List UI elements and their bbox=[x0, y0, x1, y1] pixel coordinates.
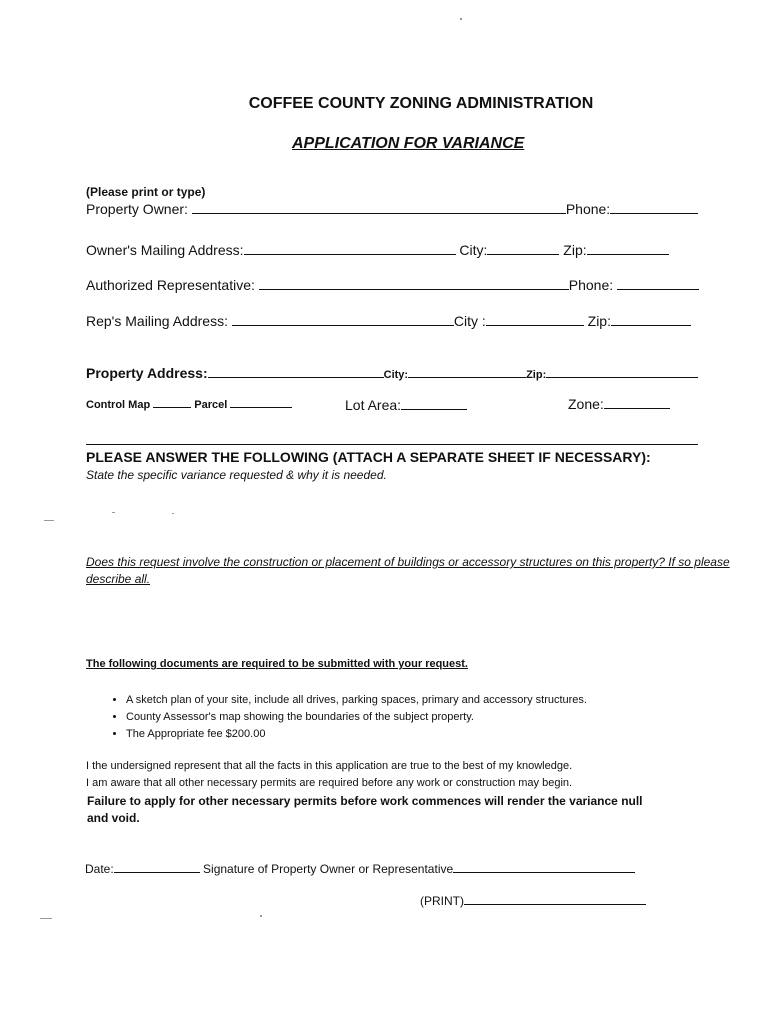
documents-heading: The following documents are required to be submitted with your request. bbox=[86, 658, 468, 670]
list-item: • County Assessor's map showing the boundaries of the subject property. bbox=[126, 709, 587, 726]
warning-line1: Failure to apply for other necessary permits before work commences will render the variance null bbox=[87, 794, 643, 808]
rep-mailing-row bbox=[86, 313, 691, 329]
owner-mailing-field[interactable] bbox=[244, 254, 456, 255]
rep-mailing-label: Rep's Mailing Address: bbox=[86, 313, 228, 329]
question-structures-line2: describe all. bbox=[86, 572, 151, 586]
scan-speck bbox=[40, 918, 52, 919]
owner-city-field[interactable] bbox=[487, 254, 559, 255]
control-map-field[interactable] bbox=[153, 407, 191, 408]
scan-speck bbox=[44, 520, 54, 521]
owner-mailing-row bbox=[86, 242, 669, 258]
scan-speck bbox=[460, 18, 462, 20]
rep-mailing-field[interactable] bbox=[232, 325, 454, 326]
owner-zip-field[interactable] bbox=[587, 254, 669, 255]
zone-group bbox=[568, 396, 670, 412]
property-zip-label: Zip: bbox=[526, 369, 547, 381]
property-owner-row bbox=[86, 201, 698, 217]
lot-area-group bbox=[345, 397, 467, 413]
property-owner-field[interactable] bbox=[192, 213, 566, 214]
rep-city-label: City : bbox=[453, 313, 486, 329]
answer-variance-area[interactable] bbox=[86, 510, 206, 550]
property-city-label: City: bbox=[383, 369, 409, 381]
control-map-label: Control Map bbox=[86, 399, 151, 411]
control-map-group bbox=[86, 399, 292, 411]
print-label: (PRINT) bbox=[420, 894, 464, 908]
scan-speck bbox=[260, 915, 262, 917]
questions-heading: PLEASE ANSWER THE FOLLOWING (ATTACH A SEPARATE SHEET IF NECESSARY): bbox=[86, 449, 651, 465]
list-item: • The Appropriate fee $200.00 bbox=[126, 726, 587, 743]
answer-structures-area[interactable] bbox=[86, 595, 686, 645]
form-subtitle: APPLICATION FOR VARIANCE bbox=[292, 135, 525, 152]
form-title: COFFEE COUNTY ZONING ADMINISTRATION bbox=[248, 95, 594, 112]
lot-area-field[interactable] bbox=[401, 409, 467, 410]
statement-line1: I the undersigned represent that all the facts in this application are true to the best of my knowledge. bbox=[86, 760, 573, 772]
documents-list bbox=[112, 692, 587, 743]
parcel-field[interactable] bbox=[230, 407, 292, 408]
section-divider bbox=[86, 444, 698, 445]
list-item: • A sketch plan of your site, include all drives, parking spaces, primary and accessory structures. bbox=[126, 692, 587, 709]
authorized-rep-row bbox=[86, 277, 699, 293]
zone-field[interactable] bbox=[604, 408, 670, 409]
property-owner-label: Property Owner: bbox=[86, 201, 188, 217]
owner-phone-label: Phone: bbox=[565, 201, 611, 217]
rep-zip-field[interactable] bbox=[611, 325, 691, 326]
signature-row bbox=[85, 862, 635, 876]
parcel-label: Parcel bbox=[194, 399, 228, 411]
authorized-rep-field[interactable] bbox=[259, 289, 569, 290]
zone-label: Zone: bbox=[568, 396, 604, 412]
rep-phone-field[interactable] bbox=[617, 289, 699, 290]
warning-line2: and void. bbox=[87, 811, 140, 825]
date-field[interactable] bbox=[114, 872, 200, 873]
print-row bbox=[420, 894, 646, 908]
owner-phone-field[interactable] bbox=[610, 213, 698, 214]
print-name-field[interactable] bbox=[464, 904, 646, 905]
owner-zip-label: Zip: bbox=[563, 242, 587, 258]
signature-field[interactable] bbox=[453, 872, 635, 873]
scan-speck bbox=[172, 513, 174, 514]
statement-line2: I am aware that all other necessary permits are required before any work or construction may begin. bbox=[86, 777, 573, 789]
question-variance: State the specific variance requested & why it is needed. bbox=[86, 468, 387, 482]
rep-phone-label: Phone: bbox=[568, 277, 614, 293]
property-address-label: Property Address: bbox=[86, 365, 208, 381]
scan-speck bbox=[112, 512, 115, 513]
rep-city-field[interactable] bbox=[486, 325, 584, 326]
owner-mailing-label: Owner's Mailing Address: bbox=[86, 242, 244, 258]
property-zip-field[interactable] bbox=[546, 377, 698, 378]
lot-area-label: Lot Area: bbox=[345, 397, 402, 413]
date-label: Date: bbox=[85, 862, 114, 876]
signature-label: Signature of Property Owner or Representative bbox=[203, 862, 454, 876]
print-instruction: (Please print or type) bbox=[86, 185, 206, 199]
authorized-rep-label: Authorized Representative: bbox=[86, 277, 255, 293]
property-city-field[interactable] bbox=[408, 377, 526, 378]
owner-city-label: City: bbox=[459, 242, 488, 258]
property-address-field[interactable] bbox=[208, 377, 384, 378]
rep-zip-label: Zip: bbox=[587, 313, 611, 329]
question-structures-line1: Does this request involve the construction or placement of buildings or accessory structures on this property? If so please bbox=[86, 555, 730, 569]
property-address-row bbox=[86, 365, 698, 383]
